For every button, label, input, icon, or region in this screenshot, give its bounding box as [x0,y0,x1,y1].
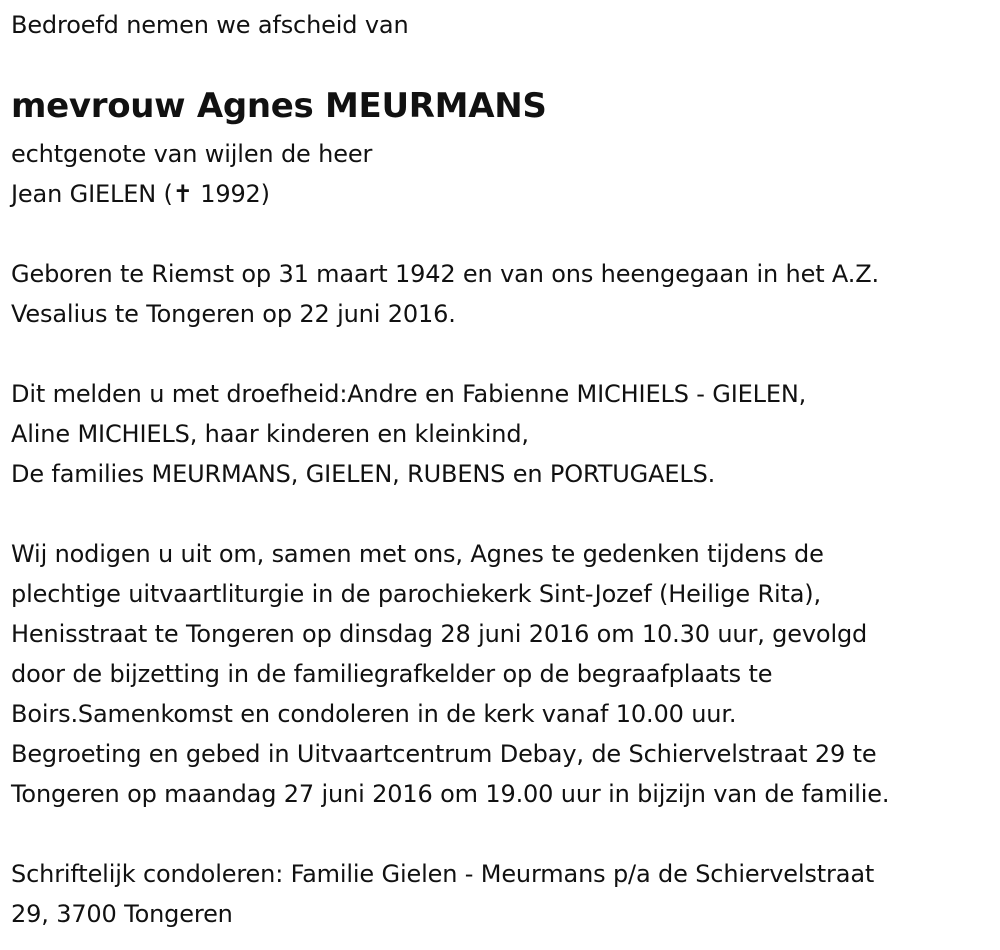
condolence-line-1: Schriftelijk condoleren: Familie Gielen - Meurmans p/a de Schiervelstraat [11,860,875,888]
service-line-7: Tongeren op maandag 27 juni 2016 om 19.00 uur in bijzijn van de familie. [11,780,890,808]
condolence-line-2: 29, 3700 Tongeren [11,900,233,928]
deceased-name: mevrouw Agnes MEURMANS [11,86,547,126]
service-line-6: Begroeting en gebed in Uitvaartcentrum Debay, de Schiervelstraat 29 te [11,740,877,768]
family-line-2: Aline MICHIELS, haar kinderen en kleinkind, [11,420,529,448]
service-line-5: Boirs.Samenkomst en condoleren in de kerk vanaf 10.00 uur. [11,700,737,728]
family-line-1: Dit melden u met droefheid:Andre en Fabienne MICHIELS - GIELEN, [11,380,807,408]
family-line-3: De families MEURMANS, GIELEN, RUBENS en PORTUGAELS. [11,460,716,488]
service-line-3: Henisstraat te Tongeren op dinsdag 28 juni 2016 om 10.30 uur, gevolgd [11,620,868,648]
service-line-2: plechtige uitvaartliturgie in de parochiekerk Sint-Jozef (Heilige Rita), [11,580,821,608]
spouse-line-2: Jean GIELEN (✝ 1992) [11,180,270,208]
birth-death-line-2: Vesalius te Tongeren op 22 juni 2016. [11,300,456,328]
birth-death-line-1: Geboren te Riemst op 31 maart 1942 en van ons heengegaan in het A.Z. [11,260,880,288]
service-line-1: Wij nodigen u uit om, samen met ons, Agnes te gedenken tijdens de [11,540,824,568]
intro-text: Bedroefd nemen we afscheid van [11,11,409,39]
spouse-line-1: echtgenote van wijlen de heer [11,140,373,168]
service-line-4: door de bijzetting in de familiegrafkelder op de begraafplaats te [11,660,773,688]
